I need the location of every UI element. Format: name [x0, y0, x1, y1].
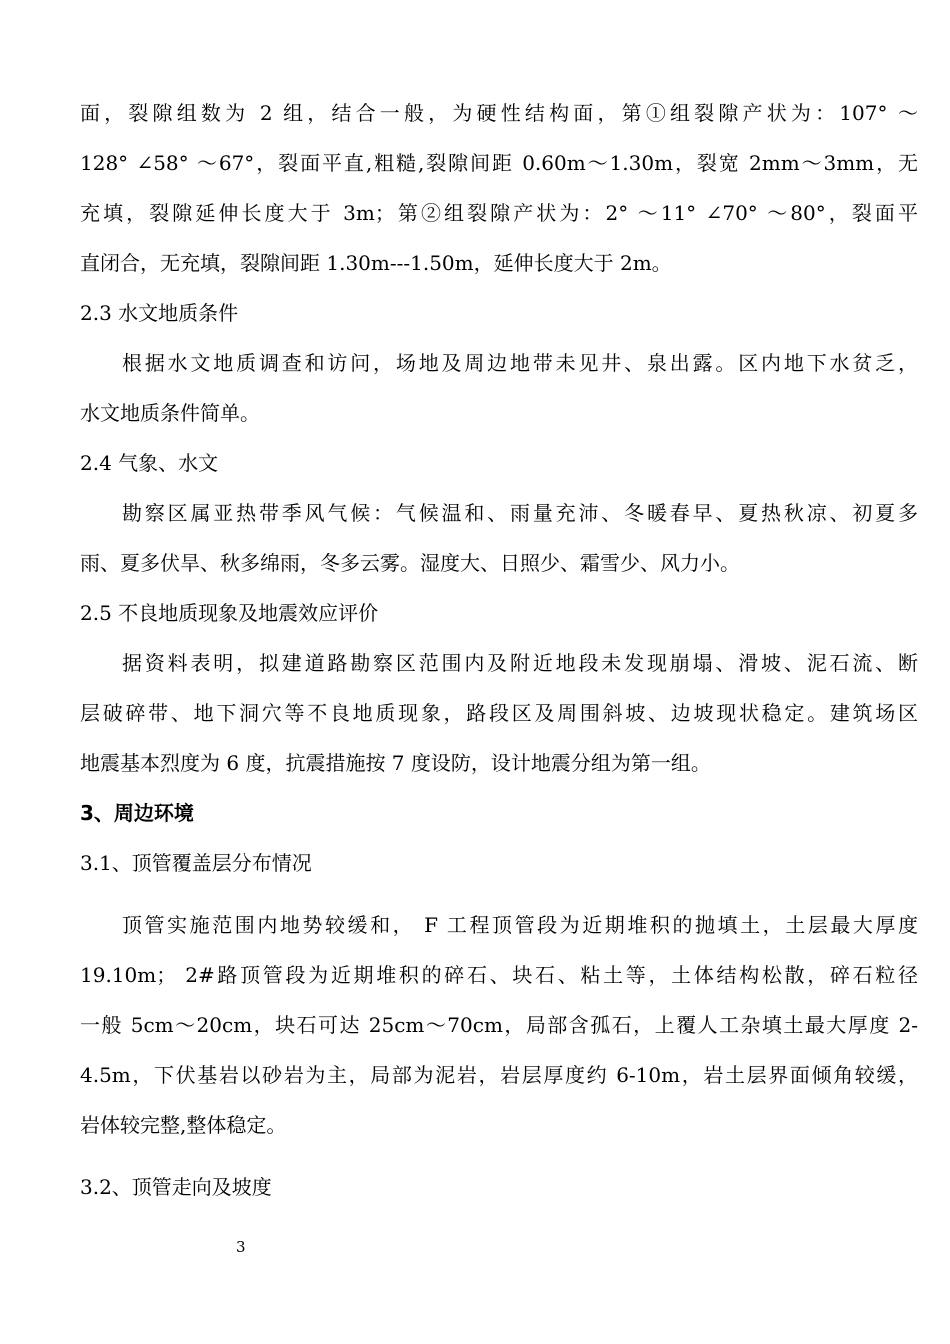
- paragraph-line: 岩体较完整,整体稳定。: [80, 1113, 287, 1137]
- spacer: [80, 888, 918, 900]
- section-heading-2-4: 2.4 气象、水文: [80, 451, 219, 475]
- paragraph-line: 地震基本烈度为 6 度，抗震措施按 7 度设防，设计地震分组为第一组。: [80, 751, 711, 775]
- fissure-paragraph: [80, 88, 918, 288]
- overburden-paragraph: [80, 900, 918, 1150]
- hydrogeology-paragraph: [80, 338, 918, 438]
- climate-paragraph: [80, 488, 918, 588]
- section-heading-2-3: 2.3 水文地质条件: [80, 301, 239, 325]
- paragraph-line: 一般 5cm～20cm，块石可达 25cm～70cm，局部含孤石，上覆人工杂填土最大厚度 2-: [80, 1013, 918, 1037]
- document-page: [80, 88, 918, 1212]
- paragraph-line: 据资料表明，拟建道路勘察区范围内及附近地段未发现崩塌、滑坡、泥石流、断: [122, 651, 918, 675]
- section-heading-2-5: 2.5 不良地质现象及地震效应评价: [80, 601, 379, 625]
- spacer: [80, 1150, 918, 1162]
- section-heading-3-1: 3.1、顶管覆盖层分布情况: [80, 851, 312, 875]
- paragraph-line: 面，裂隙组数为 2 组，结合一般，为硬性结构面，第①组裂隙产状为：107° ～: [80, 101, 918, 125]
- paragraph-line: 顶管实施范围内地势较缓和， F 工程顶管段为近期堆积的抛填土，土层最大厚度: [122, 913, 918, 937]
- paragraph-line: 勘察区属亚热带季风气候：气候温和、雨量充沛、冬暖春早、夏热秋凉、初夏多: [122, 501, 918, 525]
- paragraph-line: 充填，裂隙延伸长度大于 3m；第②组裂隙产状为：2° ～11° ∠70° ～80°，裂面平: [80, 201, 918, 225]
- section-heading-3: 3、周边环境: [80, 801, 194, 825]
- page-number: 3: [236, 1238, 246, 1256]
- section-heading-3-2: 3.2、顶管走向及坡度: [80, 1175, 272, 1199]
- paragraph-line: 雨、夏多伏旱、秋多绵雨，冬多云雾。湿度大、日照少、霜雪少、风力小。: [80, 551, 740, 575]
- paragraph-line: 层破碎带、地下洞穴等不良地质现象，路段区及周围斜坡、边坡现状稳定。建筑场区: [80, 701, 918, 725]
- paragraph-line: 128° ∠58° ～67°，裂面平直,粗糙,裂隙间距 0.60m～1.30m，裂宽 2mm～3mm，无: [80, 151, 918, 175]
- paragraph-line: 直闭合，无充填，裂隙间距 1.30m---1.50m，延伸长度大于 2m。: [80, 251, 672, 275]
- seismic-paragraph: [80, 638, 918, 788]
- paragraph-line: 4.5m，下伏基岩以砂岩为主，局部为泥岩，岩层厚度约 6-10m，岩土层界面倾角较缓，: [80, 1063, 918, 1087]
- paragraph-line: 19.10m； 2#路顶管段为近期堆积的碎石、块石、粘土等，土体结构松散，碎石粒径: [80, 963, 918, 987]
- paragraph-line: 水文地质条件简单。: [80, 401, 260, 425]
- paragraph-line: 根据水文地质调查和访问，场地及周边地带未见井、泉出露。区内地下水贫乏，: [122, 351, 918, 375]
